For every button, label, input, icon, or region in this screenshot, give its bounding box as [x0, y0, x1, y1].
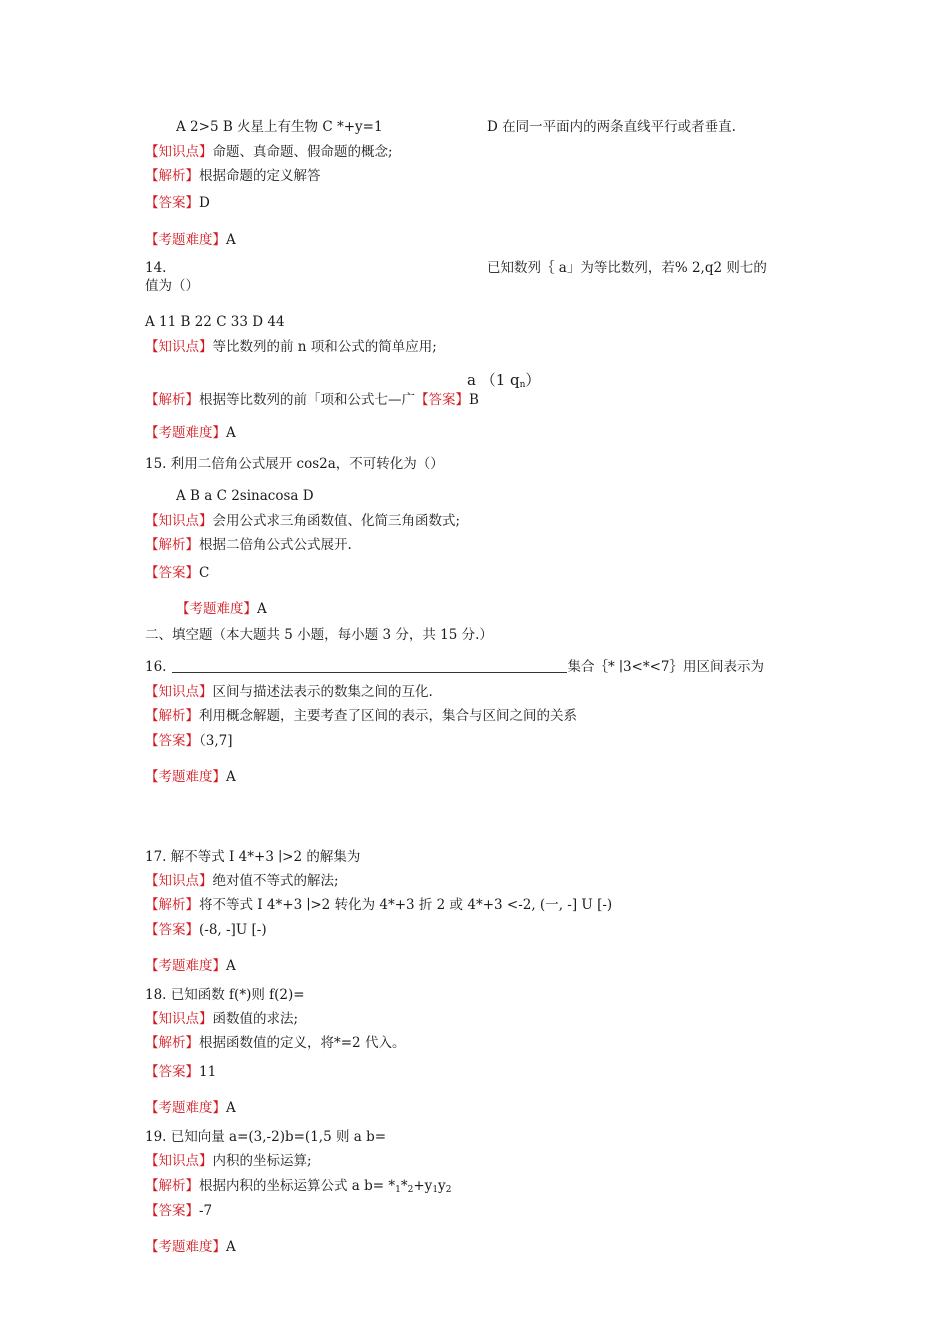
difficulty-tag: 【考题难度】: [145, 1239, 226, 1255]
analysis-text: 将不等式 I 4*+3 ∣>2 转化为 4*+3 折 2 或 4*+3 <-2, (一, -] U [-): [199, 897, 613, 913]
q18-analysis: [145, 1034, 405, 1052]
q15-stem: 15. 利用二倍角公式展开 cos2a，不可转化为（）: [145, 456, 444, 472]
knowledge-text: 等比数列的前 n 项和公式的简单应用;: [212, 339, 437, 355]
answer-tag: 【答案】: [145, 1203, 199, 1219]
q14-difficulty: [145, 424, 236, 442]
q16-stem-text: 集合｛* ∣3<*<7｝用区间表示为: [567, 659, 765, 675]
answer-tag: 【答案】: [415, 392, 469, 408]
knowledge-tag: 【知识点】: [145, 873, 213, 889]
knowledge-text: 命题、真命题、假命题的概念;: [212, 144, 393, 160]
q19-difficulty: [145, 1238, 236, 1256]
analysis-text: 根据命题的定义解答: [199, 168, 321, 184]
q16-difficulty: [145, 768, 236, 786]
knowledge-text: 函数值的求法;: [212, 1011, 299, 1027]
difficulty-text: A: [226, 1100, 236, 1116]
q19-knowledge: [145, 1152, 312, 1170]
knowledge-tag: 【知识点】: [145, 1011, 213, 1027]
knowledge-tag: 【知识点】: [145, 1153, 213, 1169]
analysis-text: 根据等比数列的前「项和公式七—广: [199, 392, 415, 408]
q14-formula: a （1 $q_n$）: [467, 371, 541, 390]
answer-blank: [172, 659, 567, 673]
knowledge-tag: 【知识点】: [145, 339, 213, 355]
q17-analysis: [145, 896, 612, 914]
q17-answer: [145, 921, 267, 939]
q15-knowledge: [145, 512, 460, 530]
difficulty-tag: 【考题难度】: [145, 769, 226, 785]
difficulty-tag: 【考题难度】: [145, 1100, 226, 1116]
q18-knowledge: [145, 1010, 298, 1028]
difficulty-tag: 【考题难度】: [145, 958, 226, 974]
difficulty-text: A: [226, 232, 236, 248]
q13-difficulty: [145, 231, 236, 249]
q16-answer: [145, 732, 233, 750]
knowledge-tag: 【知识点】: [145, 684, 213, 700]
answer-tag: 【答案】: [145, 1064, 199, 1080]
q18-answer: [145, 1063, 216, 1081]
q19-stem: 19. 已知向量 a=(3,-2)b=(1,5 则 a b=: [145, 1129, 387, 1145]
knowledge-tag: 【知识点】: [145, 144, 213, 160]
q14-number: 14.: [145, 260, 167, 276]
answer-tag: 【答案】: [145, 195, 199, 211]
analysis-text: 根据函数值的定义，将*=2 代入。: [199, 1035, 406, 1051]
q15-difficulty: [176, 600, 267, 618]
q14-knowledge: [145, 338, 437, 356]
difficulty-tag: 【考题难度】: [145, 232, 226, 248]
q19-analysis: [145, 1177, 451, 1199]
section-heading: 二、填空题（本大题共 5 小题，每小题 3 分，共 15 分.）: [145, 627, 493, 643]
q14-stem-cont: 值为（）: [145, 278, 199, 294]
q16-stem: [145, 658, 764, 676]
analysis-tag: 【解析】: [145, 1035, 199, 1051]
analysis-text: 根据二倍角公式公式展开.: [199, 537, 352, 553]
analysis-tag: 【解析】: [145, 708, 199, 724]
q19-answer: [145, 1202, 212, 1220]
analysis-tag: 【解析】: [145, 1178, 199, 1194]
difficulty-text: A: [257, 601, 267, 617]
q16-number: 16.: [145, 659, 167, 675]
difficulty-text: A: [226, 425, 236, 441]
q13-analysis: [145, 167, 321, 185]
answer-text: C: [199, 565, 210, 581]
q14-options: A 11 B 22 C 33 D 44: [145, 314, 285, 330]
analysis-tag: 【解析】: [145, 392, 199, 408]
answer-text: (-8, -]U [-): [199, 922, 267, 938]
answer-text: B: [469, 392, 479, 408]
knowledge-text: 区间与描述法表示的数集之间的互化.: [212, 684, 433, 700]
q15-analysis: [145, 536, 352, 554]
q13-answer: [145, 194, 210, 212]
q16-knowledge: [145, 683, 433, 701]
analysis-text: 利用概念解题，主要考查了区间的表示，集合与区间之间的关系: [199, 708, 577, 724]
q15-answer: [145, 564, 209, 582]
q18-stem: 18. 已知函数 f(*)则 f(2)=: [145, 987, 305, 1003]
q17-stem: 17. 解不等式 I 4*+3 ∣>2 的解集为: [145, 849, 361, 865]
q18-difficulty: [145, 1099, 236, 1117]
knowledge-tag: 【知识点】: [145, 513, 213, 529]
q17-difficulty: [145, 957, 236, 975]
analysis-tag: 【解析】: [145, 897, 199, 913]
q17-knowledge: [145, 872, 339, 890]
knowledge-text: 绝对值不等式的解法;: [212, 873, 339, 889]
difficulty-text: A: [226, 958, 236, 974]
answer-tag: 【答案】: [145, 922, 199, 938]
difficulty-tag: 【考题难度】: [176, 601, 257, 617]
analysis-text: 根据内积的坐标运算公式 a $b= *_1*_2+y_1y_2$: [199, 1178, 452, 1195]
analysis-tag: 【解析】: [145, 537, 199, 553]
knowledge-text: 内积的坐标运算;: [212, 1153, 312, 1169]
knowledge-text: 会用公式求三角函数值、化简三角函数式;: [212, 513, 461, 529]
answer-text: D: [199, 195, 210, 211]
difficulty-tag: 【考题难度】: [145, 425, 226, 441]
answer-text: （3,7]: [199, 733, 233, 749]
q14-analysis: [145, 391, 479, 409]
answer-text: 11: [199, 1064, 217, 1080]
analysis-tag: 【解析】: [145, 168, 199, 184]
answer-text: -7: [199, 1203, 213, 1219]
q14-stem: 已知数列｛ a」为等比数列，若% 2,q2 则七的: [487, 260, 767, 276]
q13-options-left: A 2>5 B 火星上有生物 C *+y=1: [176, 119, 383, 135]
difficulty-text: A: [226, 1239, 236, 1255]
difficulty-text: A: [226, 769, 236, 785]
q13-knowledge: [145, 143, 393, 161]
q16-analysis: [145, 707, 577, 725]
q13-options-right: D 在同一平面内的两条直线平行或者垂直.: [487, 119, 736, 135]
answer-tag: 【答案】: [145, 733, 199, 749]
q15-options: A B a C 2sinacosa D: [176, 488, 314, 504]
answer-tag: 【答案】: [145, 565, 199, 581]
